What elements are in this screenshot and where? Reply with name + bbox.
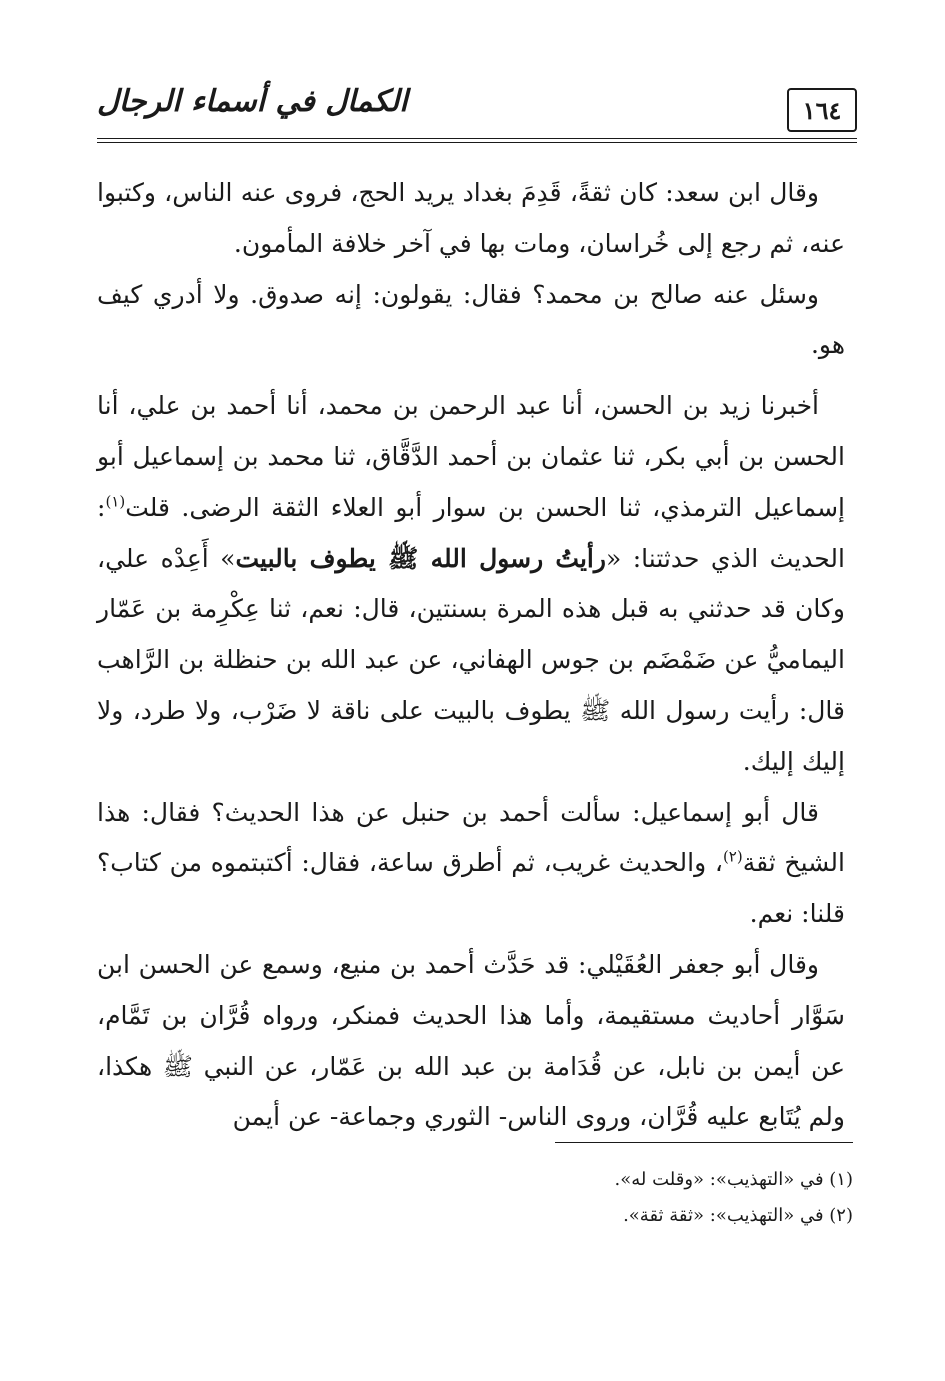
- text-segment: وقال أبو جعفر العُقَيْلي: قد حَدَّث أحمد بن منيع، وسمع عن الحسن ابن سَوَّار أحاديث مستقيمة، وأما هذا الحديث فمنكر، ورواه قُرَّان بن تَمَّام، عن أيمن بن نابل، عن قُدَامة بن عبد الله بن عَمّار، عن النبي ﷺ هكذا، ولم يُتَابع عليه قُرَّان، وروى الناس- الثوري وجماعة- عن أيمن: [97, 949, 845, 1132]
- header-rule-thin: [97, 142, 857, 143]
- text-segment: ، والحديث غريب، ثم أطرق ساعة، فقال: أكتبتموه من كتاب؟ قلنا: نعم.: [97, 848, 845, 929]
- footnote: (١) في «التهذيب»: «وقلت له».: [614, 1169, 853, 1190]
- text-segment: أخبرنا زيد بن الحسن، أنا عبد الرحمن بن محمد، أنا أحمد بن علي، أنا الحسن بن أبي بكر، ثنا عثمان بن أحمد الدَّقَّاق، ثنا محمد بن إسماعيل أبو إسماعيل الترمذي، ثنا الحسن بن سوار أبو العلاء الثقة الرضى. قلت: [97, 391, 845, 522]
- paragraph: [97, 168, 845, 270]
- text-segment: وقال ابن سعد: كان ثقةً، قَدِمَ بغداد يريد الحج، فروى عنه الناس، وكتبوا عنه، ثم رجع إلى خُراسان، ومات بها في آخر خلافة المأمون.: [97, 178, 845, 258]
- header-rule: [97, 138, 857, 139]
- paragraph: [97, 381, 845, 787]
- paragraph: [97, 270, 845, 372]
- footnote: (٢) في «التهذيب»: «ثقة ثقة».: [623, 1205, 853, 1226]
- footnote-marker[interactable]: (٢): [722, 848, 743, 867]
- body-text: [97, 168, 845, 1143]
- paragraph: [97, 940, 845, 1143]
- footnote-separator: [555, 1142, 853, 1143]
- text-segment: » أَعِدْه علي، وكان قد حدثني به قبل هذه المرة بسنتين، قال: نعم، ثنا عِكْرِمة بن عَمّار اليماميُّ عن ضَمْضَم بن جوس الهفاني، عن عبد الله بن حنظلة بن الرَّاهب قال: رأيت رسول الله ﷺ يطوف بالبيت على ناقة لا ضَرْب، ولا طرد، ولا إليك إليك.: [97, 543, 845, 776]
- text-segment: : الحديث الذي حدثتنا: «: [97, 492, 845, 573]
- book-title: الكمال في أسماء الرجال: [97, 84, 408, 119]
- text-segment: وسئل عنه صالح بن محمد؟ فقال: يقولون: إنه صدوق. ولا أدري كيف هو.: [97, 279, 845, 360]
- page-header: [97, 84, 857, 144]
- footnotes: [253, 1162, 853, 1234]
- page-number: ١٦٤: [787, 88, 857, 132]
- hadith-text: رأيتُ رسول الله ﷺ يطوف بالبيت: [235, 543, 606, 573]
- footnote-marker[interactable]: (١): [105, 492, 126, 511]
- text-segment: قال أبو إسماعيل: سألت أحمد بن حنبل عن هذا الحديث؟ فقال: هذا الشيخ ثقة: [97, 797, 845, 878]
- paragraph: [97, 788, 845, 940]
